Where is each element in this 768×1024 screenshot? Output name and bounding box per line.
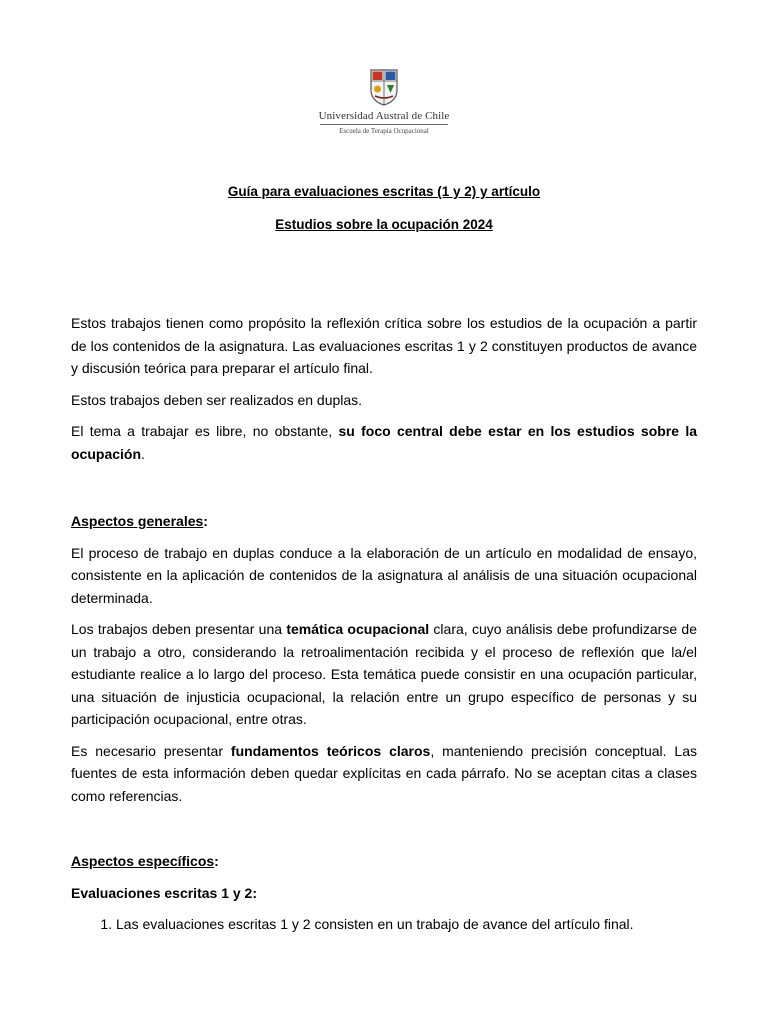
logo-divider: [320, 124, 448, 125]
list-item: 1. Las evaluaciones escritas 1 y 2 consisten en un trabajo de avance del artículo final.: [116, 913, 697, 936]
general-heading-text: Aspectos generales: [71, 513, 204, 529]
specific-heading-text: Aspectos específicos: [71, 853, 215, 869]
university-crest-icon: [369, 68, 399, 106]
specific-subheading: Evaluaciones escritas 1 y 2:: [71, 884, 257, 901]
general-paragraph-3: [71, 740, 697, 808]
intro-p3-bold: su foco central debe estar en los estudios sobre la ocupación: [71, 423, 697, 462]
intro-p3-end: .: [141, 445, 145, 462]
general-paragraph-2: [71, 618, 697, 731]
intro-p3-text: El tema a trabajar es libre, no obstante,: [71, 423, 339, 439]
general-p3-bold: fundamentos teóricos claros: [230, 742, 431, 759]
specific-section: [71, 850, 697, 936]
document-subtitle: Estudios sobre la ocupación 2024: [275, 217, 493, 232]
general-paragraph-1: El proceso de trabajo en duplas conduce a la elaboración de un artículo en modalidad de ensayo, consistente en la aplicación de contenidos de la asignatura al análisis de una situación ocupacional determinada.: [71, 544, 697, 606]
intro-paragraph-2: Estos trabajos deben ser realizados en duplas.: [71, 391, 363, 408]
general-heading-colon: :: [203, 513, 208, 529]
general-p2-text: Los trabajos deben presentar una: [71, 621, 287, 637]
intro-paragraph-1: Estos trabajos tienen como propósito la reflexión crítica sobre los estudios de la ocupación a partir de los contenidos de la asignatura. Las evaluaciones escritas 1 y 2 constituyen productos de avance y discusión teórica para preparar el artículo final.: [71, 315, 697, 376]
general-p3-end: , manteniendo precisión conceptual. Las fuentes de esta información deben quedar explícitas en cada párrafo. No se aceptan citas a clases como referencias.: [71, 742, 697, 804]
general-p2-end: clara, cuyo análisis debe profundizarse de un trabajo a otro, considerando la retroalimentación recibida y el proceso de reflexión que la/el estudiante realice a lo largo del proceso. Esta temática puede consistir en una ocupación particular, una situación de injusticia ocupacional, la relación entre un grupo específico de personas y su participación ocupacional, entre otras.: [71, 621, 697, 727]
university-name: Universidad Austral de Chile: [318, 110, 450, 122]
school-name: Escuela de Terapia Ocupacional: [339, 127, 429, 135]
intro-section: [71, 312, 697, 474]
specific-list: [71, 913, 697, 936]
specific-heading: [71, 850, 697, 873]
document-title: Guía para evaluaciones escritas (1 y 2) y artículo: [227, 184, 541, 199]
specific-heading-colon: :: [214, 853, 219, 869]
intro-paragraph-3: [71, 420, 697, 465]
general-p3-text: Es necesario presentar: [71, 742, 231, 759]
general-section: [71, 510, 697, 816]
general-heading: [71, 510, 697, 533]
university-logo: [300, 68, 468, 135]
general-p2-bold: temática ocupacional: [286, 621, 430, 637]
